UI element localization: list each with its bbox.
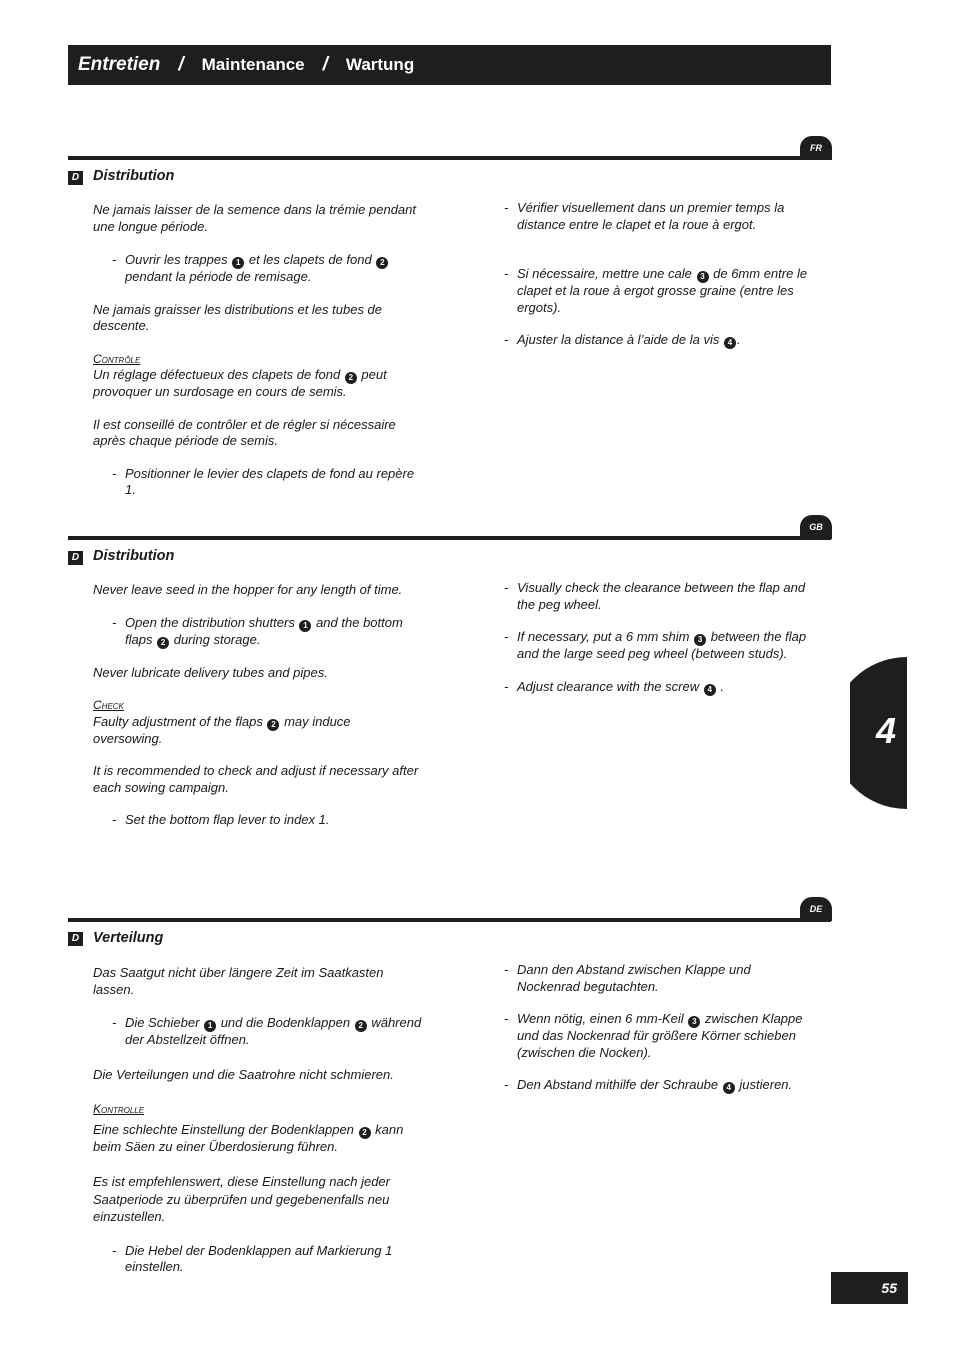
list-item: - Die Schieber 1 und die Bodenklappen 2 während der Abstellzeit öffnen. xyxy=(112,1015,423,1049)
list-item: - Ajuster la distance à l’aide de la vis 4 . xyxy=(504,332,809,349)
callout-number: 3 xyxy=(697,271,709,283)
section-marker: D xyxy=(68,171,83,185)
list-item: - Visually check the clearance between the flap and the peg wheel. xyxy=(504,580,809,613)
paragraph: Die Verteilungen und die Saatrohre nicht schmieren. xyxy=(93,1066,394,1082)
header-separator: / xyxy=(178,54,184,75)
list-item: - Positionner le levier des clapets de fond au repère 1. xyxy=(112,466,423,499)
gb-right-column xyxy=(504,580,809,696)
section-rule xyxy=(68,536,831,540)
list-item: - Ouvrir les trappes 1 et les clapets de fond 2 pendant la période de remisage. xyxy=(112,252,423,286)
callout-number: 3 xyxy=(688,1016,700,1028)
paragraph: Faulty adjustment of the flaps 2 may induce oversowing. xyxy=(93,713,351,746)
subheading: Check xyxy=(93,698,124,712)
callout-number: 1 xyxy=(204,1020,216,1032)
list-item: - Si nécessaire, mettre une cale 3 de 6mm entre le clapet et la roue à ergot grosse graine (entre les ergots). xyxy=(504,266,809,316)
list-item: - Dann den Abstand zwischen Klappe und Nockenrad begutachten. xyxy=(504,962,809,995)
chapter-tab-shape xyxy=(850,657,954,809)
paragraph: Es ist empfehlenswert, diese Einstellung nach jeder Saatperiode zu überprüfen und gegebenenfalls neu einzustellen. xyxy=(93,1174,390,1224)
callout-number: 2 xyxy=(376,257,388,269)
list-item: - Wenn nötig, einen 6 mm-Keil 3 zwischen Klappe und das Nockenrad für größere Körner schieben (zwischen die Nocken). xyxy=(504,1011,809,1061)
page-header xyxy=(68,45,831,85)
header-separator: / xyxy=(322,54,328,75)
lang-tab-fr: FR xyxy=(800,136,832,160)
paragraph: Un réglage défectueux des clapets de fond 2 peut provoquer un surdosage en cours de semis. xyxy=(93,367,387,399)
list-item: - Den Abstand mithilfe der Schraube 4 justieren. xyxy=(504,1077,809,1094)
header-title-en: Maintenance xyxy=(201,55,305,74)
callout-number: 2 xyxy=(345,372,357,384)
gb-left-column xyxy=(93,582,423,829)
subheading: Kontrolle xyxy=(93,1102,145,1116)
list-item: - Die Hebel der Bodenklappen auf Markierung 1 einstellen. xyxy=(112,1243,423,1276)
list-item: - Set the bottom flap lever to index 1. xyxy=(112,812,423,829)
lang-tab-de: DE xyxy=(800,897,832,921)
de-left-column xyxy=(93,965,423,1276)
section-rule xyxy=(68,156,831,160)
callout-number: 4 xyxy=(724,337,736,349)
callout-number: 4 xyxy=(723,1082,735,1094)
section-rule xyxy=(68,918,831,922)
header-title-fr: Entretien xyxy=(78,54,161,75)
callout-number: 1 xyxy=(299,620,311,632)
list-item: - Adjust clearance with the screw 4 . xyxy=(504,679,809,696)
page-number: 55 xyxy=(831,1272,908,1304)
section-title-fr: Distribution xyxy=(93,168,175,184)
section-title-gb: Distribution xyxy=(93,548,175,564)
chapter-tab xyxy=(850,657,954,809)
chapter-number: 4 xyxy=(875,710,897,751)
paragraph: Das Saatgut nicht über längere Zeit im Saatkasten lassen. xyxy=(93,965,384,997)
list-item: - Open the distribution shutters 1 and the bottom flaps 2 during storage. xyxy=(112,615,423,649)
header-title-de: Wartung xyxy=(345,55,415,74)
paragraph: Ne jamais graisser les distributions et les tubes de descente. xyxy=(93,301,383,333)
fr-left-column xyxy=(93,202,423,499)
fr-right-column xyxy=(504,200,809,349)
lang-tab-gb: GB xyxy=(800,515,832,539)
callout-number: 1 xyxy=(232,257,244,269)
subheading: Contrôle xyxy=(93,351,141,366)
de-right-column xyxy=(504,962,809,1094)
section-marker: D xyxy=(68,932,83,946)
paragraph: Never lubricate delivery tubes and pipes. xyxy=(93,664,328,680)
paragraph: Ne jamais laisser de la semence dans la trémie pendant une longue période. xyxy=(93,202,417,234)
section-title-de: Verteilung xyxy=(93,930,164,946)
callout-number: 2 xyxy=(355,1020,367,1032)
callout-number: 2 xyxy=(157,637,169,649)
callout-number: 4 xyxy=(704,684,716,696)
paragraph: Il est conseillé de contrôler et de régler si nécessaire après chaque période de semis. xyxy=(93,416,396,448)
list-item: - If necessary, put a 6 mm shim 3 between the flap and the large seed peg wheel (between studs). xyxy=(504,629,809,663)
callout-number: 3 xyxy=(694,634,706,646)
paragraph: Never leave seed in the hopper for any length of time. xyxy=(93,582,403,597)
paragraph: It is recommended to check and adjust if necessary after each sowing campaign. xyxy=(93,763,419,795)
section-marker: D xyxy=(68,551,83,565)
callout-number: 2 xyxy=(359,1127,371,1139)
callout-number: 2 xyxy=(267,719,279,731)
paragraph: Eine schlechte Einstellung der Bodenklappen 2 kann beim Säen zu einer Überdosierung führen. xyxy=(93,1121,404,1154)
list-item: - Vérifier visuellement dans un premier temps la distance entre le clapet et la roue à ergot. xyxy=(504,200,809,233)
